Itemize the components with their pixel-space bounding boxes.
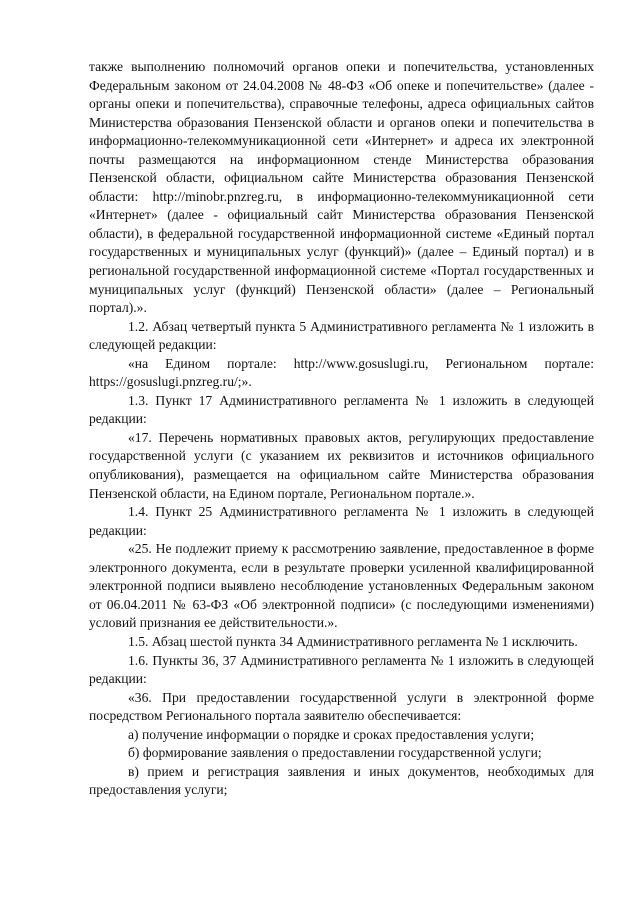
paragraph-1-3: 1.3. Пункт 17 Административного регламента № 1 изложить в следующей редакции:: [89, 392, 594, 427]
paragraph-1-2: 1.2. Абзац четвертый пункта 5 Административного регламента № 1 изложить в следующей редакции:: [89, 318, 594, 353]
paragraph-1-4-quote: «25. Не подлежит приему к рассмотрению заявление, предоставленное в форме электронного документа, если в результате проверки усиленной квалифицированной электронной подписи выявлено несоблюдение установленных Федеральным законом от 06.04.2011 № 63-ФЗ «Об электронной подписи» (с последующими изменениями) условий признания ее действительности.».: [89, 541, 594, 631]
paragraph-1-6: 1.6. Пункты 36, 37 Административного регламента № 1 изложить в следующей редакции:: [89, 652, 594, 687]
paragraph-1-5: 1.5. Абзац шестой пункта 34 Административного регламента № 1 исключить.: [128, 633, 578, 649]
list-item-v: в) прием и регистрация заявления и иных документов, необходимых для предоставления услуги;: [89, 763, 594, 798]
list-item-b: б) формирование заявления о предоставлении государственной услуги;: [128, 745, 542, 761]
paragraph-36-quote: «36. При предоставлении государственной услуги в электронной форме посредством Регионального портала заявителю обеспечивается:: [89, 689, 594, 724]
paragraph-1-3-quote: «17. Перечень нормативных правовых актов, регулирующих предоставление государственной услуги (с указанием их реквизитов и источников официального опубликования), размещается на официальном сайте Министерства образования Пензенской области, на Едином портале, Региональном портале.».: [89, 429, 594, 501]
list-item-a: а) получение информации о порядке и сроках предоставления услуги;: [128, 726, 535, 742]
document-page: [89, 58, 594, 800]
paragraph-1-4: 1.4. Пункт 25 Административного регламента № 1 изложить в следующей редакции:: [89, 504, 594, 538]
paragraph-1-2-quote: «на Едином портале: http://www.gosuslugi.ru, Региональном портале: https://gosuslugi.pnzreg.ru/;».: [89, 355, 594, 390]
paragraph-continuation: также выполнению полномочий органов опеки и попечительства, установленных Федеральным законом от 24.04.2008 № 48-ФЗ «Об опеке и попечительстве» (далее - органы опеки и попечительства), справочные телефоны, адреса официальных сайтов Министерства образования Пензенской области и органов опеки и попечительства в информационно-телекоммуникационной сети «Интернет» и адреса их электронной почты размещаются на информационном стенде Министерства образования Пензенской области, официальном сайте Министерства образования Пензенской области: http://minobr.pnzreg.ru, в информационно-телекоммуникационной сети «Интернет» (далее - официальный сайт Министерства образования Пензенской области), в федеральной государственной информационной системе «Единый портал государственных и муниципальных услуг (функций)» (далее – Единый портал) и в региональной государственной информационной системе «Портал государственных и муниципальных услуг (функций) Пензенской области» (далее – Региональный портал).».: [89, 59, 594, 316]
